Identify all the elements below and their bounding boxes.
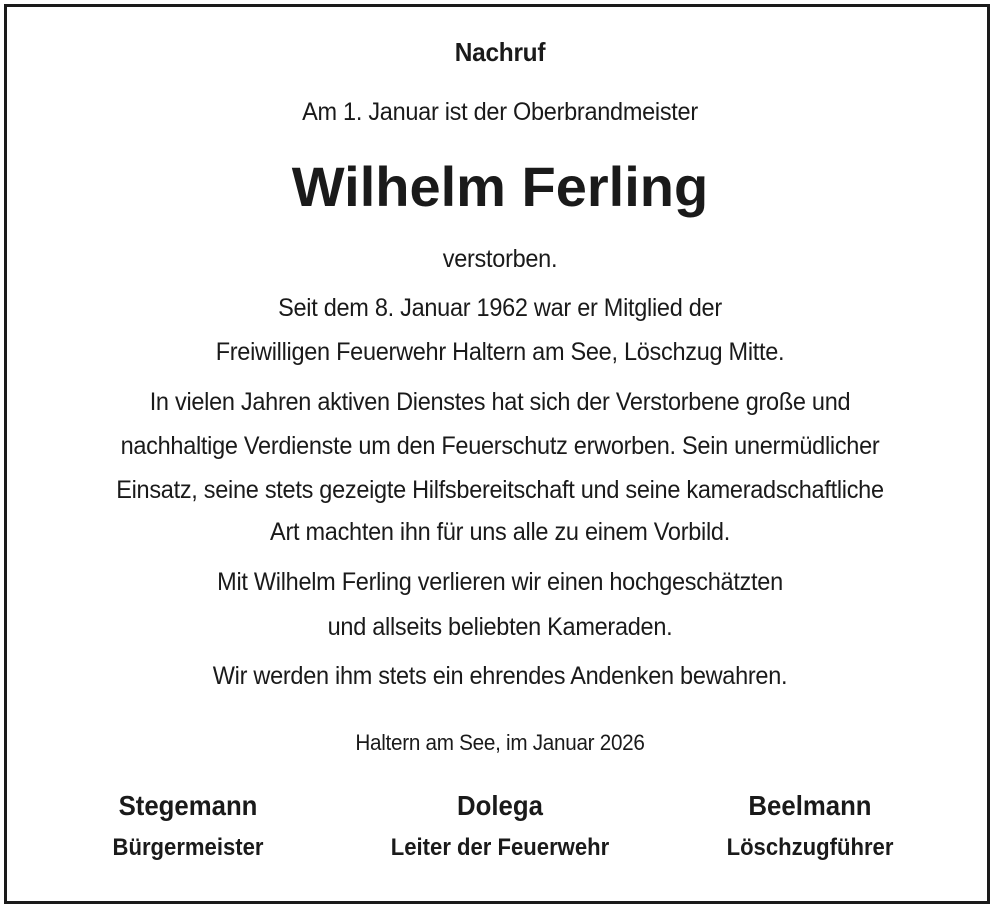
deceased-name: Wilhelm Ferling: [291, 155, 709, 218]
loss-line-1: Mit Wilhelm Ferling verlieren wir einen hochgeschätzten: [217, 568, 783, 596]
tribute-line-2: nachhaltige Verdienste um den Feuerschutz erworben. Sein unermüdlicher: [120, 432, 880, 460]
died-text: verstorben.: [442, 245, 558, 273]
memory-text: Wir werden ihm stets ein ehrendes Andenken bewahren.: [212, 662, 788, 690]
tribute-line-1: In vielen Jahren aktiven Dienstes hat sich der Verstorbene große und: [149, 388, 851, 416]
signatory-role: Löschzugführer: [726, 834, 894, 861]
signatory-name: Stegemann: [118, 790, 258, 821]
tribute-line-4: Art machten ihn für uns alle zu einem Vorbild.: [270, 518, 730, 546]
signatory-role: Bürgermeister: [112, 834, 264, 861]
loss-line-2: und allseits beliebten Kameraden.: [327, 613, 673, 641]
membership-line-2: Freiwilligen Feuerwehr Haltern am See, Löschzug Mitte.: [215, 338, 785, 366]
place-date: Haltern am See, im Januar 2026: [355, 730, 645, 755]
signatory-3: [690, 790, 929, 862]
signatory-name: Dolega: [457, 790, 543, 821]
signatory-2: [362, 790, 638, 862]
signatory-role: Leiter der Feuerwehr: [390, 834, 610, 861]
membership-line-1: Seit dem 8. Januar 1962 war er Mitglied der: [278, 294, 722, 322]
tribute-line-3: Einsatz, seine stets gezeigte Hilfsbereitschaft und seine kameradschaftliche: [116, 476, 884, 504]
signatory-name: Beelmann: [748, 790, 872, 821]
signatory-1: [68, 790, 307, 862]
intro-text: Am 1. Januar ist der Oberbrandmeister: [302, 98, 698, 126]
notice-heading: Nachruf: [454, 37, 546, 67]
